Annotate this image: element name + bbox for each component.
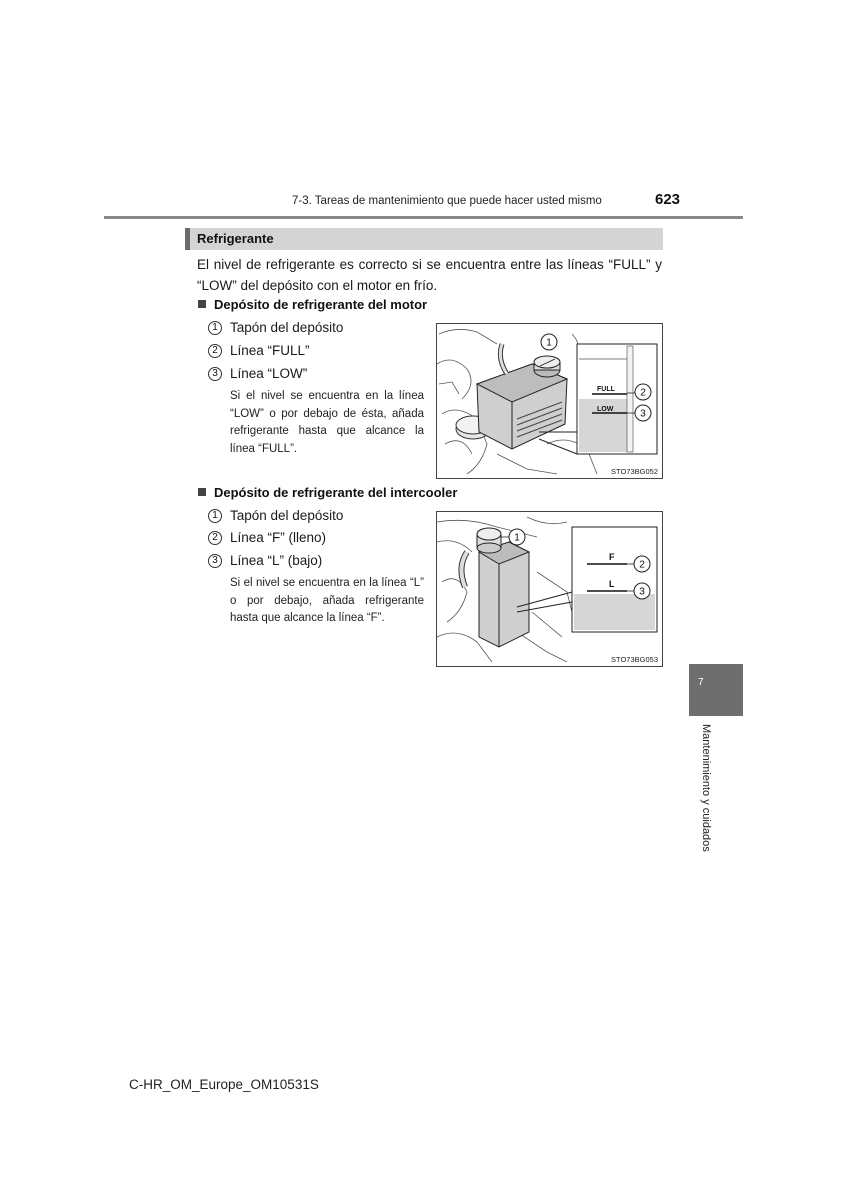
intercooler-reservoir-illustration xyxy=(437,512,662,666)
figure-code: STO73BG053 xyxy=(611,655,658,664)
callout-1: 1 xyxy=(546,337,552,349)
engine-note: Si el nivel se encuentra en la línea “LOW” o por debajo de ésta, añada refrigerante hasta que alcance la línea “FULL”. xyxy=(230,390,424,455)
engine-reservoir-heading-text: Depósito de refrigerante del motor xyxy=(214,297,428,312)
engine-item-label: Línea “FULL” xyxy=(230,343,310,358)
callout-number: 3 xyxy=(208,554,222,568)
callout-number: 1 xyxy=(208,509,222,523)
engine-reservoir-figure xyxy=(436,323,663,479)
section-title: Refrigerante xyxy=(197,231,274,246)
bullet-square-icon xyxy=(198,300,206,308)
engine-item-label: Línea “LOW” xyxy=(230,366,308,381)
figure-code: STO73BG052 xyxy=(611,467,658,476)
intercooler-item-3 xyxy=(208,553,322,568)
section-accent xyxy=(185,228,190,250)
header-rule xyxy=(104,216,743,219)
full-mark-label: FULL xyxy=(597,386,615,393)
bullet-square-icon xyxy=(198,488,206,496)
chapter-tab-label: Mantenimiento y cuidados xyxy=(700,724,712,852)
intercooler-item-label: Línea “F” (lleno) xyxy=(230,530,327,545)
engine-item-1 xyxy=(208,320,343,335)
callout-number: 1 xyxy=(208,321,222,335)
f-mark-label: F xyxy=(609,552,615,562)
engine-reservoir-illustration xyxy=(437,324,662,478)
intercooler-item-label: Línea “L” (bajo) xyxy=(230,553,323,568)
callout-number: 3 xyxy=(208,367,222,381)
callout-1: 1 xyxy=(514,532,520,544)
callout-2: 2 xyxy=(639,559,645,571)
engine-item-label: Tapón del depósito xyxy=(230,320,344,335)
intercooler-item-1 xyxy=(208,508,343,523)
engine-reservoir-heading xyxy=(198,297,427,312)
l-mark-label: L xyxy=(609,579,615,589)
chapter-tab[interactable] xyxy=(689,664,743,716)
document-code: C-HR_OM_Europe_OM10531S xyxy=(129,1077,319,1092)
intercooler-note: Si el nivel se encuentra en la línea “L” o por debajo, añada refrigerante hasta que alcance la línea “F”. xyxy=(230,577,424,624)
engine-item-3 xyxy=(208,366,307,381)
page-number: 623 xyxy=(655,191,681,208)
intro-paragraph: El nivel de refrigerante es correcto si se encuentra entre las líneas “FULL” y “LOW” del depósito con el motor en frío. xyxy=(197,257,662,293)
callout-number: 2 xyxy=(208,531,222,545)
callout-3: 3 xyxy=(640,408,646,420)
chapter-tab-number: 7 xyxy=(698,677,704,688)
chapter-title: 7-3. Tareas de mantenimiento que puede hacer usted mismo xyxy=(292,195,602,207)
intercooler-reservoir-heading xyxy=(198,485,457,500)
engine-item-2 xyxy=(208,343,310,358)
callout-number: 2 xyxy=(208,344,222,358)
intercooler-item-label: Tapón del depósito xyxy=(230,508,344,523)
intercooler-reservoir-heading-text: Depósito de refrigerante del intercooler xyxy=(214,485,458,500)
intercooler-reservoir-figure xyxy=(436,511,663,667)
callout-2: 2 xyxy=(640,387,646,399)
low-mark-label: LOW xyxy=(597,406,614,413)
callout-3: 3 xyxy=(639,586,645,598)
section-title-bar xyxy=(185,228,663,250)
intercooler-item-2 xyxy=(208,530,326,545)
